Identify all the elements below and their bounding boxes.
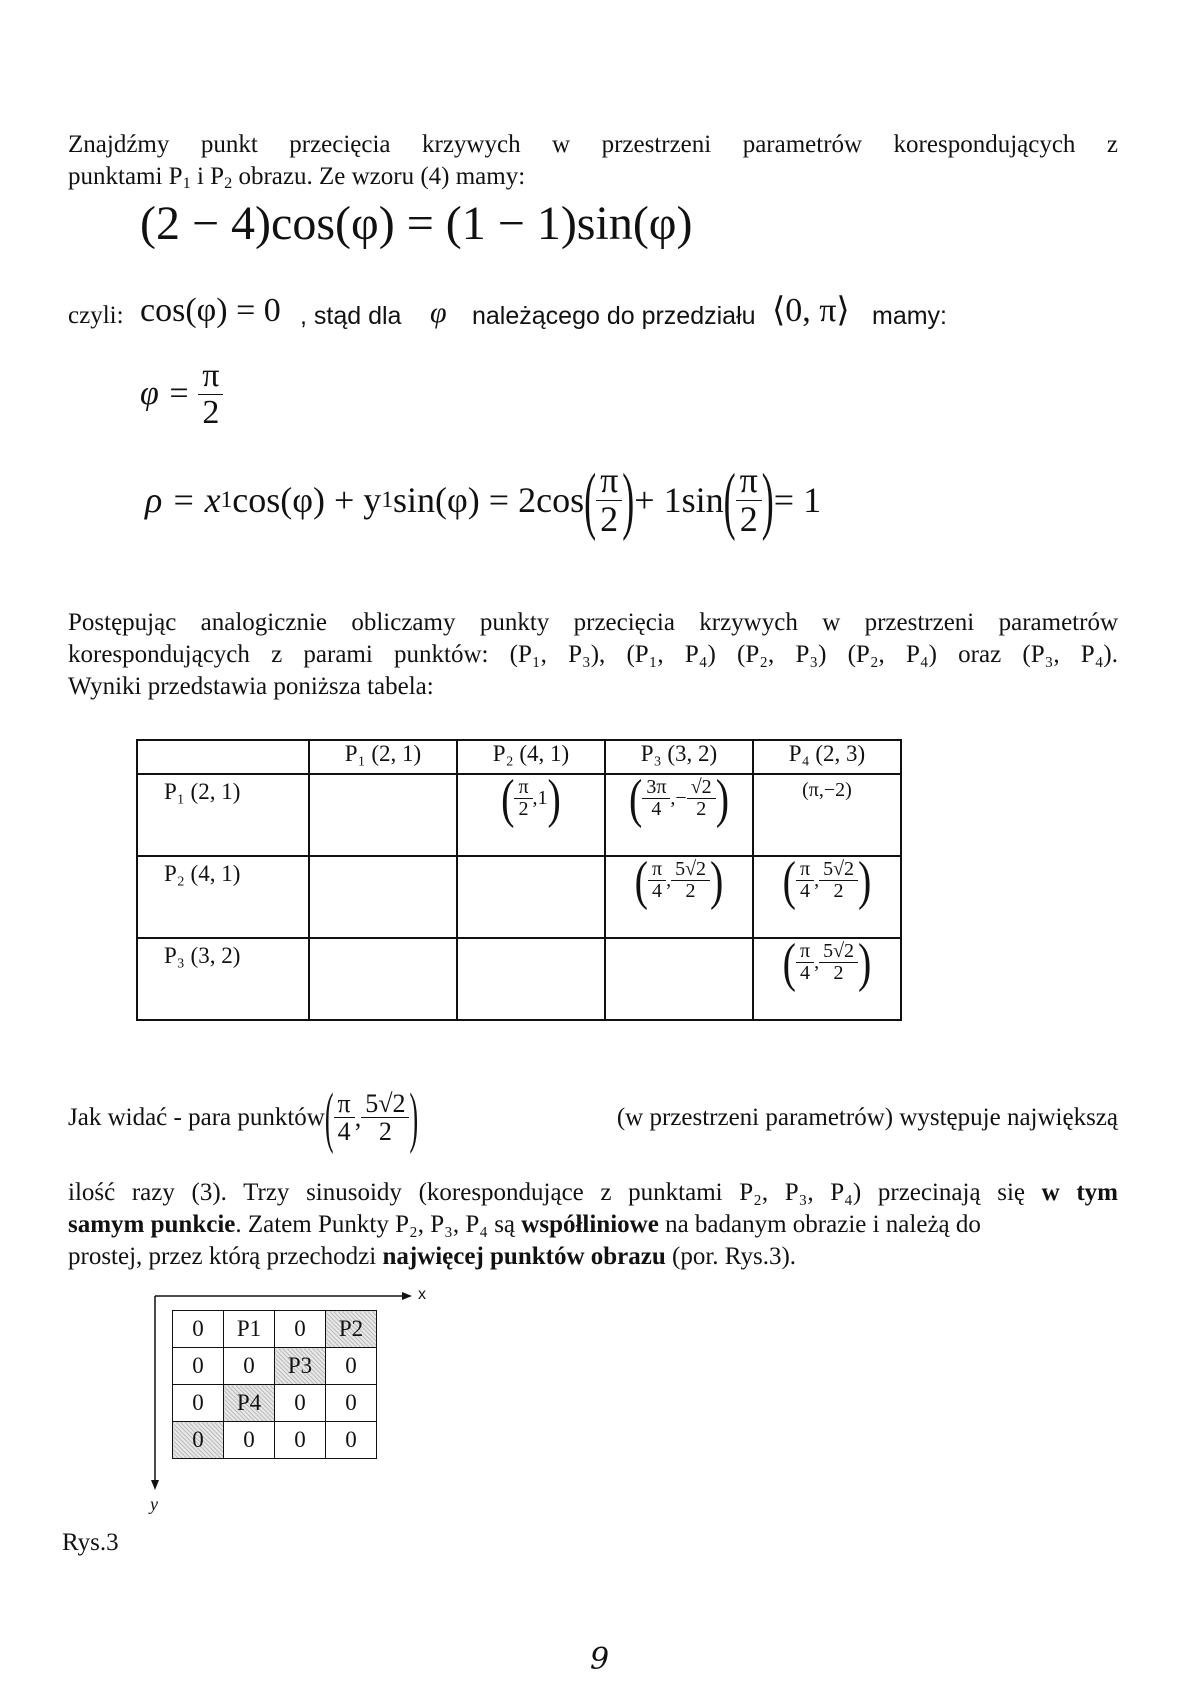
value-3pi4: ( $\frac{3\pi}{4}$ ,− $\frac{√2}{2}$ ) xyxy=(628,767,730,829)
grid-cell: 0 xyxy=(326,1385,377,1422)
grid-cell: 0 xyxy=(224,1422,275,1459)
table-cell xyxy=(457,938,605,1020)
grid-cell: 0 xyxy=(173,1311,224,1348)
grid-cell: 0 xyxy=(275,1385,326,1422)
czyli-label: czyli: xyxy=(68,302,124,329)
grid-row xyxy=(173,1385,377,1422)
table-header-cell: P₃ (3, 2) xyxy=(605,740,753,774)
table-header-cell: P₂ (4, 1) xyxy=(457,740,605,774)
value-pi4-5r2: ( $\frac{\pi}{4}$ , $\frac{5√2}{2}$ ) xyxy=(634,849,724,911)
grid-cell: 0 xyxy=(173,1348,224,1385)
table-header-cell xyxy=(137,740,309,774)
table-cell xyxy=(753,931,901,1020)
table-header-cell: P₁ (2, 1) xyxy=(309,740,457,774)
cos-equation: cos(φ) = 0 xyxy=(140,292,281,329)
value-pi-minus2: (π,−2) xyxy=(753,774,901,856)
grid-cell-highlighted: P4 xyxy=(224,1385,275,1422)
interval: ⟨0, π⟩ xyxy=(772,292,850,329)
grid-cell-highlighted: P2 xyxy=(326,1311,377,1348)
intro-line-1: Znajdźmy punkt przecięcia krzywych w przestrzeni parametrów korespondujących z xyxy=(68,131,1118,158)
table-cell xyxy=(605,938,753,1020)
table-row xyxy=(137,856,901,938)
value-pi2-1: ( $\frac{\pi}{2}$ ,1 ) xyxy=(501,767,561,829)
grid-cell: P1 xyxy=(224,1311,275,1348)
y-axis-arrow xyxy=(151,1480,159,1490)
y-axis-label: y xyxy=(150,1494,158,1514)
table-cell xyxy=(605,849,753,938)
table-row xyxy=(137,774,901,856)
grid-cell-highlighted: P3 xyxy=(275,1348,326,1385)
phi-symbol: φ xyxy=(430,296,447,329)
nalezacego-text: należącego do przedziału xyxy=(472,302,756,330)
grid-cell: 0 xyxy=(173,1385,224,1422)
x-axis-arrow xyxy=(402,1292,412,1300)
table-header-row xyxy=(137,740,901,774)
grid-row xyxy=(173,1348,377,1385)
para2-line-3: Wyniki przedstawia poniższa tabela: xyxy=(68,673,434,700)
para3-line-2: ilość razy (3). Trzy sinusoidy (korespondujące z punktami P₂, P₃, P₄) przecinają się w tym xyxy=(68,1179,1118,1206)
table-cell xyxy=(457,767,605,856)
grid-cell: 0 xyxy=(326,1422,377,1459)
stad-dla-text: , stąd dla xyxy=(300,302,402,330)
equation-rho: ρ = x 1 cos(φ) + y 1 sin(φ) = 2cos ( $\frac{\pi}{2}$ ) + 1sin ( $\frac{\pi}{2}$ ) = 1 xyxy=(145,458,822,543)
grid-row xyxy=(173,1311,377,1348)
table-header-cell: P₄ (2, 3) xyxy=(753,740,901,774)
equation-1: (2 − 4)cos(φ) = (1 − 1)sin(φ) xyxy=(140,197,693,250)
row-label: P₁ (2, 1) xyxy=(137,774,309,856)
value-pi4-5r2: ( $\frac{\pi}{4}$ , $\frac{5√2}{2}$ ) xyxy=(782,849,872,911)
grid-cell: 0 xyxy=(275,1422,326,1459)
equation-phi: φ = $\frac{\pi}{2}$ xyxy=(140,358,223,430)
grid-cell: 0 xyxy=(326,1348,377,1385)
figure-caption: Rys.3 xyxy=(62,1529,119,1556)
grid-cell-highlighted: 0 xyxy=(173,1422,224,1459)
page-number: 9 xyxy=(590,1642,610,1677)
grid-cell: 0 xyxy=(275,1311,326,1348)
para3-line-4: prostej, przez którą przechodzi najwięcej punktów obrazu (por. Rys.3). xyxy=(68,1243,797,1270)
value-pi4-5r2: ( $\frac{\pi}{4}$ , $\frac{5√2}{2}$ ) xyxy=(782,931,872,993)
row-label: P₃ (3, 2) xyxy=(137,938,309,1020)
pixel-grid xyxy=(172,1310,377,1459)
table-cell xyxy=(309,774,457,856)
para2-line-1: Postępując analogicznie obliczamy punkty przecięcia krzywych w przestrzeni parametrów xyxy=(68,609,1118,636)
table-cell xyxy=(309,938,457,1020)
intro-line-2: punktami $P_1$ i $P_2$ obrazu. Ze wzoru (4) mamy: xyxy=(68,163,526,193)
results-table xyxy=(136,739,902,1021)
table-cell xyxy=(309,856,457,938)
table-cell xyxy=(457,856,605,938)
table-row xyxy=(137,938,901,1020)
para3-line-3: samym punkcie. Zatem Punkty P₂, P₃, P₄ są współliniowe na badanym obrazie i należą do xyxy=(68,1211,981,1238)
grid-row xyxy=(173,1422,377,1459)
mamy-text: mamy: xyxy=(872,302,947,330)
point-pair-value: ( $\frac{\pi}{4}$ , $\frac{5√2}{2}$ ) xyxy=(324,1080,419,1156)
para3-line-1: Jak widać - para punktów ( $\frac{\pi}{4}$ , $\frac{5√2}{2}$ ) (w przestrzeni parametrów) występuje największą xyxy=(68,1080,1118,1156)
grid-cell: 0 xyxy=(224,1348,275,1385)
table-cell xyxy=(753,849,901,938)
para2-line-2: korespondujących z parami punktów: (P₁, P₃), (P₁, P₄) (P₂, P₃) (P₂, P₄) oraz (P₃, P₄). xyxy=(68,641,1118,668)
table-cell xyxy=(605,767,753,856)
x-axis-label: x xyxy=(418,1286,426,1303)
row-label: P₂ (4, 1) xyxy=(137,856,309,938)
